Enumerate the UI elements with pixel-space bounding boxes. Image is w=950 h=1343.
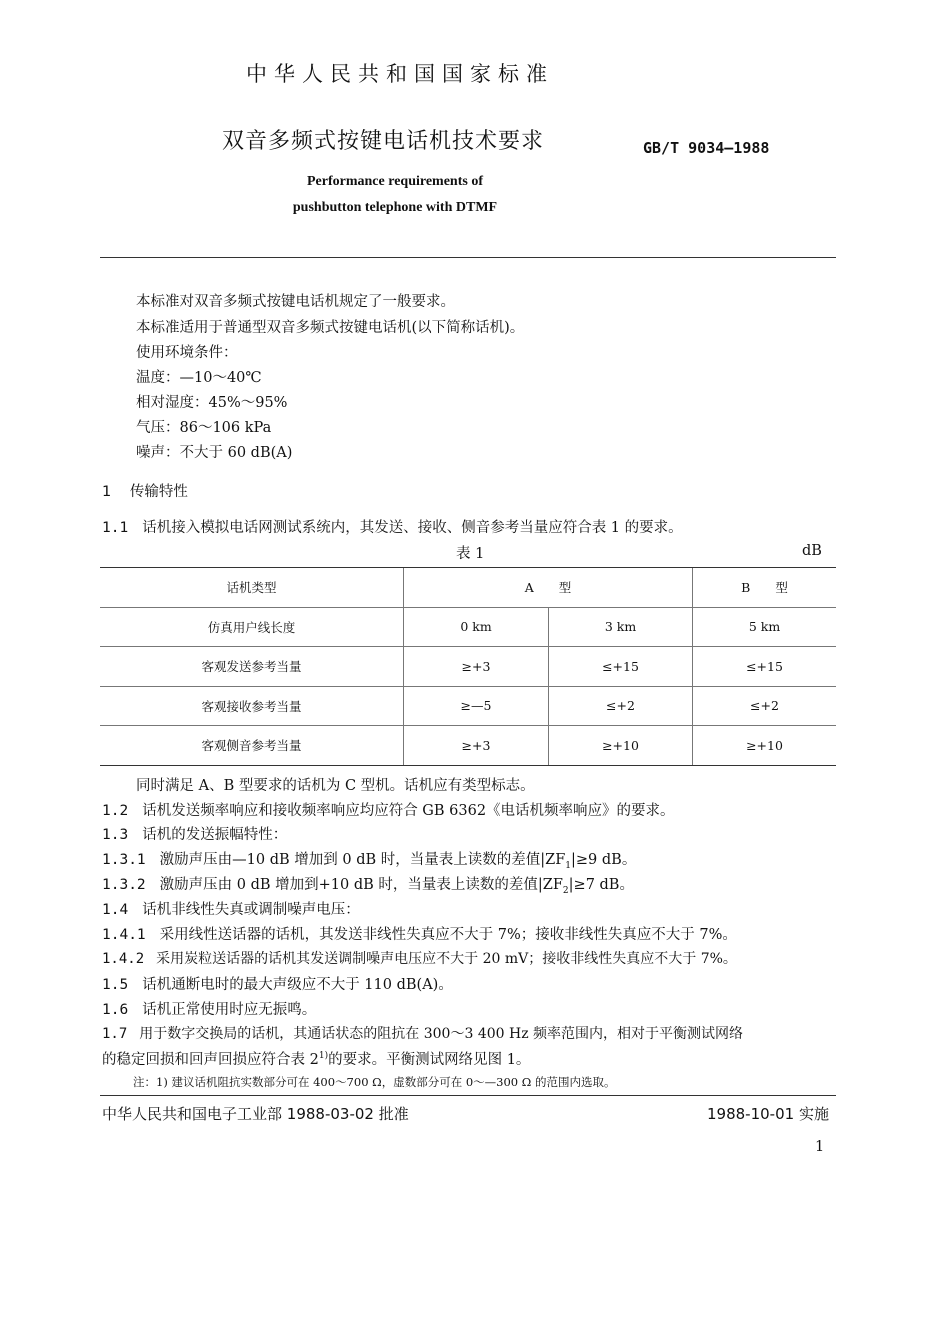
clause-1-4-1 — [102, 923, 737, 944]
clause-1-7 — [102, 1023, 743, 1043]
clause-1-5 — [102, 973, 453, 994]
intro-line: 气压：86～106 kPa — [136, 420, 272, 436]
table-cell: B 型 — [693, 568, 837, 608]
table-1-caption: 表 1 — [456, 546, 485, 562]
standard-number: GB/T 9034—1988 — [643, 139, 770, 157]
clause-number: 1.4 — [102, 902, 129, 918]
clause-number: 1.3.2 — [102, 877, 146, 893]
table-row — [100, 686, 836, 726]
clause-number: 1.6 — [102, 1002, 129, 1018]
clause-1-3 — [102, 823, 287, 844]
national-standard-heading: 中华人民共和国国家标准 — [246, 62, 554, 86]
table-row — [100, 607, 836, 647]
table-cell: ≤+2 — [549, 686, 693, 726]
table-header-row — [100, 568, 836, 608]
clause-number: 1.5 — [102, 977, 129, 993]
clause-text: 激励声压由—10 dB 增加到 0 dB 时，当量表上读数的差值|ZF — [159, 852, 566, 868]
clause-text: 采用炭粒送话器的话机其发送调制噪声电压应不大于 20 mV；接收非线性失真应不大于 7%。 — [156, 951, 737, 967]
clause-1-1 — [102, 516, 683, 537]
clause-number: 1.3 — [102, 827, 129, 843]
clause-number: 1.3.1 — [102, 852, 146, 868]
table-row — [100, 647, 836, 687]
footer-divider — [100, 1095, 836, 1096]
footnote-marker: 1) — [318, 1051, 329, 1062]
english-title-line-1: Performance requirements of — [307, 174, 483, 189]
table-cell: ≤+15 — [549, 647, 693, 687]
header-divider — [100, 257, 836, 258]
subscript: 2 — [562, 885, 569, 896]
effective-date: 1988-10-01 实施 — [707, 1105, 829, 1123]
english-title-line-2: pushbutton telephone with DTMF — [292, 200, 498, 215]
table-cell: ≤+15 — [693, 647, 837, 687]
footnote: 注：1) 建议话机阻抗实数部分可在 400～700 Ω，虚数部分可在 0～—300 Ω 的范围内选取。 — [133, 1075, 616, 1089]
table-cell: A 型 — [404, 568, 693, 608]
clause-text: 话机非线性失真或调制噪声电压： — [142, 902, 360, 918]
subscript: 1 — [565, 860, 572, 871]
section-number: 1 — [102, 484, 112, 500]
clause-text: 话机接入模拟电话网测试系统内，其发送、接收、侧音参考当量应符合表 1 的要求。 — [142, 520, 683, 536]
clause-1-4-2 — [102, 948, 737, 968]
intro-line: 本标准对双音多频式按键电话机规定了一般要求。 — [136, 294, 455, 310]
table-cell: 5 km — [693, 607, 837, 647]
table-cell: ≤+2 — [693, 686, 837, 726]
clause-number: 1.7 — [102, 1026, 128, 1042]
table-note-text: 同时满足 A、B 型要求的话机为 C 型机。话机应有类型标志。 — [136, 778, 535, 794]
table-cell: ≥—5 — [404, 686, 549, 726]
table-cell: ≥+3 — [404, 726, 549, 766]
clause-text: 的稳定回损和回声回损应符合表 2 — [102, 1052, 319, 1068]
table-cell: ≥+3 — [404, 647, 549, 687]
approval-line: 中华人民共和国电子工业部 1988-03-02 批准 — [102, 1105, 409, 1123]
clause-text: 的要求。平衡测试网络见图 1。 — [328, 1052, 531, 1068]
clause-text: 激励声压由 0 dB 增加到+10 dB 时，当量表上读数的差值|ZF — [159, 877, 563, 893]
table-cell: 仿真用户线长度 — [100, 607, 404, 647]
intro-line: 使用环境条件： — [136, 345, 238, 361]
intro-line: 相对湿度：45%～95% — [136, 395, 288, 411]
clause-1-7-continued — [102, 1048, 530, 1069]
table-1 — [100, 567, 836, 766]
clause-text: 话机的发送振幅特性： — [142, 827, 288, 843]
clause-text: 话机发送频率响应和接收频率响应均应符合 GB 6362《电话机频率响应》的要求。 — [142, 803, 675, 819]
table-cell: 客观接收参考当量 — [100, 686, 404, 726]
section-1-heading — [102, 480, 188, 501]
table-cell: 话机类型 — [100, 568, 404, 608]
table-row — [100, 726, 836, 766]
table-cell: 0 km — [404, 607, 549, 647]
table-cell: 客观发送参考当量 — [100, 647, 404, 687]
clause-1-2 — [102, 799, 675, 820]
document-title: 双音多频式按键电话机技术要求 — [222, 129, 545, 154]
clause-text: |≥7 dB。 — [568, 877, 634, 893]
clause-text: 话机通断电时的最大声级应不大于 110 dB(A)。 — [142, 977, 453, 993]
clause-text: 用于数字交换局的话机，其通话状态的阻抗在 300～3 400 Hz 频率范围内，相对于平衡测试网络 — [139, 1026, 744, 1042]
clause-1-4 — [102, 898, 360, 919]
table-cell: ≥+10 — [549, 726, 693, 766]
clause-1-3-2 — [102, 873, 634, 896]
clause-text: |≥9 dB。 — [571, 852, 637, 868]
page-number: 1 — [815, 1139, 825, 1155]
section-title: 传输特性 — [129, 484, 188, 500]
table-1-unit: dB — [802, 543, 822, 559]
intro-line: 本标准适用于普通型双音多频式按键电话机(以下简称话机)。 — [136, 320, 525, 336]
clause-text: 采用线性送话器的话机，其发送非线性失真应不大于 7%；接收非线性失真应不大于 7%。 — [159, 927, 737, 943]
intro-line: 噪声：不大于 60 dB(A) — [136, 445, 293, 461]
table-cell: ≥+10 — [693, 726, 837, 766]
clause-1-3-1 — [102, 848, 636, 871]
clause-1-6 — [102, 998, 316, 1019]
clause-number: 1.4.1 — [102, 927, 146, 943]
clause-text: 话机正常使用时应无振鸣。 — [142, 1002, 317, 1018]
intro-line: 温度：—10～40℃ — [136, 370, 262, 386]
clause-number: 1.2 — [102, 803, 129, 819]
table-cell: 3 km — [549, 607, 693, 647]
clause-number: 1.1 — [102, 520, 129, 536]
table-cell: 客观侧音参考当量 — [100, 726, 404, 766]
clause-number: 1.4.2 — [102, 951, 145, 967]
